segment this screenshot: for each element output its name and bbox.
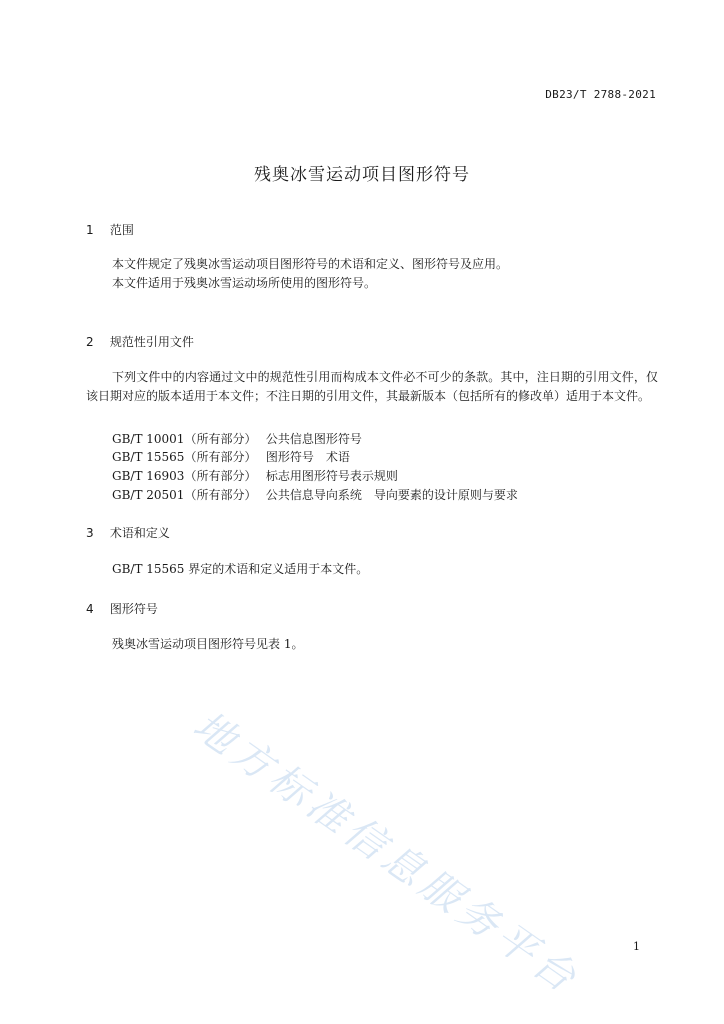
reference-row	[112, 448, 350, 465]
reference-code: GB/T 16903（所有部分）	[112, 469, 257, 483]
section-1-heading	[86, 221, 134, 238]
reference-row	[112, 467, 398, 484]
reference-title: 公共信息导向系统 导向要素的设计原则与要求	[265, 488, 518, 502]
section-number: 1	[86, 223, 94, 237]
section-title: 图形符号	[109, 602, 158, 616]
document-code: DB23/T 2788-2021	[545, 88, 656, 101]
section-3-heading	[86, 524, 170, 541]
section-1-paragraph-1: 本文件规定了残奥冰雪运动项目图形符号的术语和定义、图形符号及应用。	[112, 257, 509, 271]
section-3-paragraph-1: GB/T 15565 界定的术语和定义适用于本文件。	[112, 562, 369, 576]
reference-title: 公共信息图形符号	[265, 432, 362, 446]
watermark-text: 地方标准信息服务平台	[184, 702, 588, 1005]
reference-code: GB/T 10001（所有部分）	[112, 432, 257, 446]
section-4-heading	[86, 600, 158, 617]
reference-code: GB/T 15565（所有部分）	[112, 450, 257, 464]
reference-row	[112, 486, 518, 503]
section-1-paragraph-2: 本文件适用于残奥冰雪运动场所使用的图形符号。	[112, 276, 377, 290]
reference-title: 图形符号 术语	[265, 450, 350, 464]
section-4-paragraph-1: 残奥冰雪运动项目图形符号见表 1。	[112, 637, 304, 651]
section-number: 4	[86, 602, 94, 616]
section-title: 范围	[109, 223, 134, 237]
page-number: 1	[633, 940, 640, 953]
section-2-heading	[86, 333, 194, 350]
reference-row	[112, 430, 362, 447]
section-title: 规范性引用文件	[109, 335, 194, 349]
reference-title: 标志用图形符号表示规则	[265, 469, 398, 483]
section-2-intro: 下列文件中的内容通过文中的规范性引用而构成本文件必不可少的条款。其中，注日期的引用文件，仅该日期对应的版本适用于本文件；不注日期的引用文件，其最新版本（包括所有的修改单）适用于本文件。	[86, 370, 658, 403]
document-title: 残奥冰雪运动项目图形符号	[254, 165, 470, 185]
section-number: 2	[86, 335, 94, 349]
section-number: 3	[86, 526, 94, 540]
section-title: 术语和定义	[109, 526, 170, 540]
reference-code: GB/T 20501（所有部分）	[112, 488, 257, 502]
